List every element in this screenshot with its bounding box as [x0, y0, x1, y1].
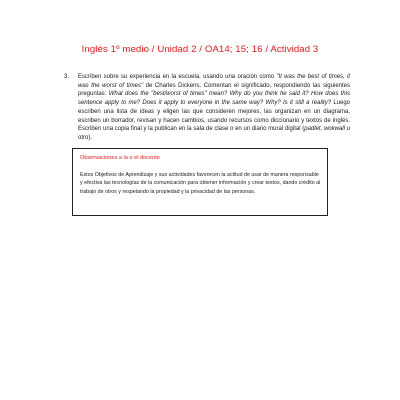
activity-text-part-4: u otro).	[78, 126, 350, 141]
teacher-notes-title: Observaciones a la o el docente	[80, 155, 160, 161]
teacher-notes-box	[72, 148, 328, 216]
teacher-notes-text: Estos Objetivos de Aprendizaje y sus actividades favorecen la actitud de usar de manera responsable y efectiva las tecnologías de la comunicación para obtener información y crear textos, dando crédito al trabajo de otros y respetando la propiedad y la privacidad de las personas.	[80, 172, 321, 195]
activity-number: 3.	[64, 74, 70, 80]
digital-tools: padlet, wokwall	[304, 126, 345, 133]
activity-text	[78, 73, 350, 143]
dickens-quote: "It was the best of times, it was the worst of times"	[78, 74, 350, 89]
activity-item	[64, 73, 350, 143]
activity-text-part-3: Luego escriben una lista de ideas y eligen las que consideren mejores, las organizan en un diagrama, escriben un borrador, revisan y hacen cambios, usando recursos como diccionario y textos de inglés. Escriben una copia final y la publican en la sala de clase o en un diario mural digital (	[78, 100, 351, 133]
activity-text-part-2: de Charles Dickens. Comentan el significado, respondiendo las siguientes preguntas:	[78, 82, 350, 98]
activity-text-part-1: Escriben sobre su experiencia en la escuela, usando una oración como	[78, 74, 277, 80]
page-title: Inglés 1º medio / Unidad 2 / OA14; 15; 16 / Actividad 3	[81, 44, 319, 55]
discussion-questions: What does the "best/worst of times" mean? Why do you think he said it? How does this sentence apply to me? Does it apply to everyone in the same way? Why? Is it still a reality?	[78, 91, 350, 107]
